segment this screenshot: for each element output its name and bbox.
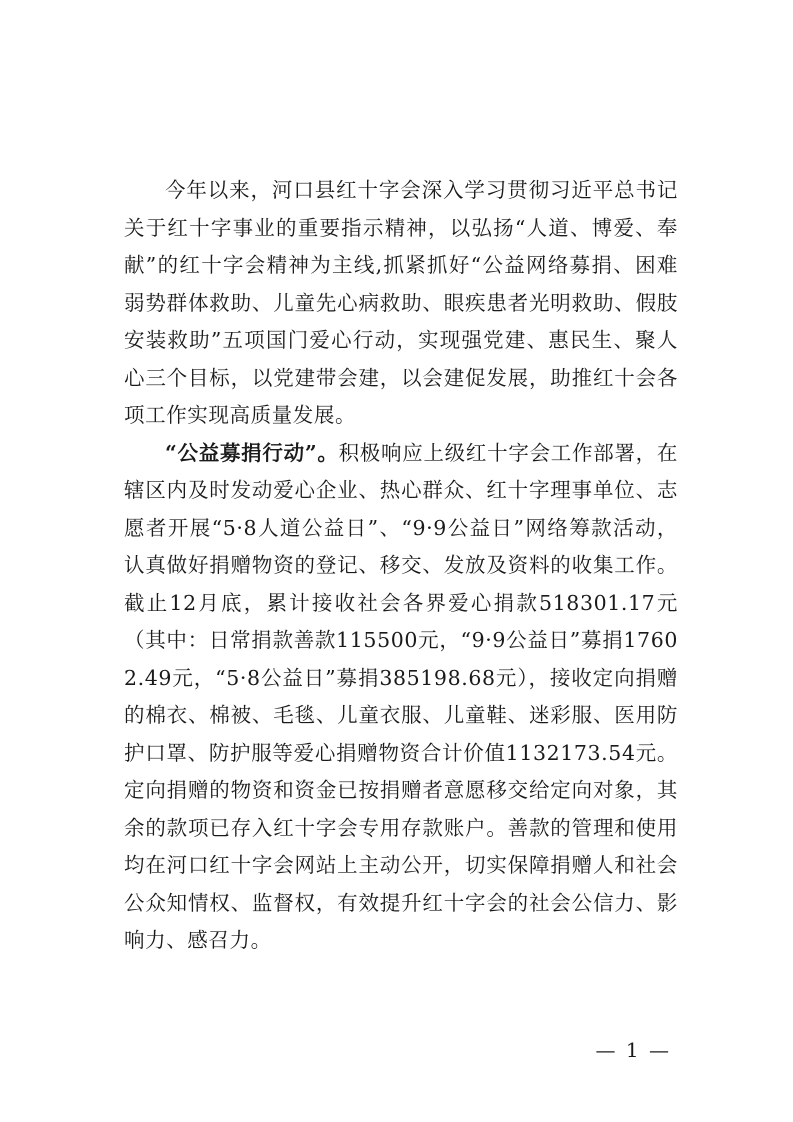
page-number: — 1 — (595, 1038, 671, 1062)
document-body (124, 172, 678, 960)
donation-section-heading: “公益募捐行动”。 (165, 440, 339, 465)
donation-paragraph-text: 积极响应上级红十字会工作部署，在辖区内及时发动爱心企业、热心群众、红十字理事单位、志愿者开展“5·8人道公益日”、“9·9公益日”网络筹款活动，认真做好捐赠物资的登记、移交、发放及资料的收集工作。截止12月底，累计接收社会各界爱心捐款518301.17元（其中：日常捐款善款115500元，“9·9公益日”募捐17602.49元，“5·8公益日”募捐385198.68元），接收定向捐赠的棉衣、棉被、毛毯、儿童衣服、儿童鞋、迷彩服、医用防护口罩、防护服等爱心捐赠物资合计价值1132173.54元。定向捐赠的物资和资金已按捐赠者意愿移交给定向对象，其余的款项已存入红十字会专用存款账户。善款的管理和使用均在河口红十字会网站上主动公开，切实保障捐赠人和社会公众知情权、监督权，有效提升红十字会的社会公信力、影响力、感召力。 (124, 440, 678, 952)
intro-paragraph (124, 172, 678, 435)
intro-paragraph-text: 今年以来，河口县红十字会深入学习贯彻习近平总书记关于红十字事业的重要指示精神，以弘扬“人道、博爱、奉献”的红十字会精神为主线,抓紧抓好“公益网络募捐、困难弱势群体救助、儿童先心病救助、眼疾患者光明救助、假肢安装救助”五项国门爱心行动，实现强党建、惠民生、聚人心三个目标，以党建带会建，以会建促发展，助推红十会各项工作实现高质量发展。 (124, 178, 678, 427)
donation-paragraph (124, 435, 678, 960)
